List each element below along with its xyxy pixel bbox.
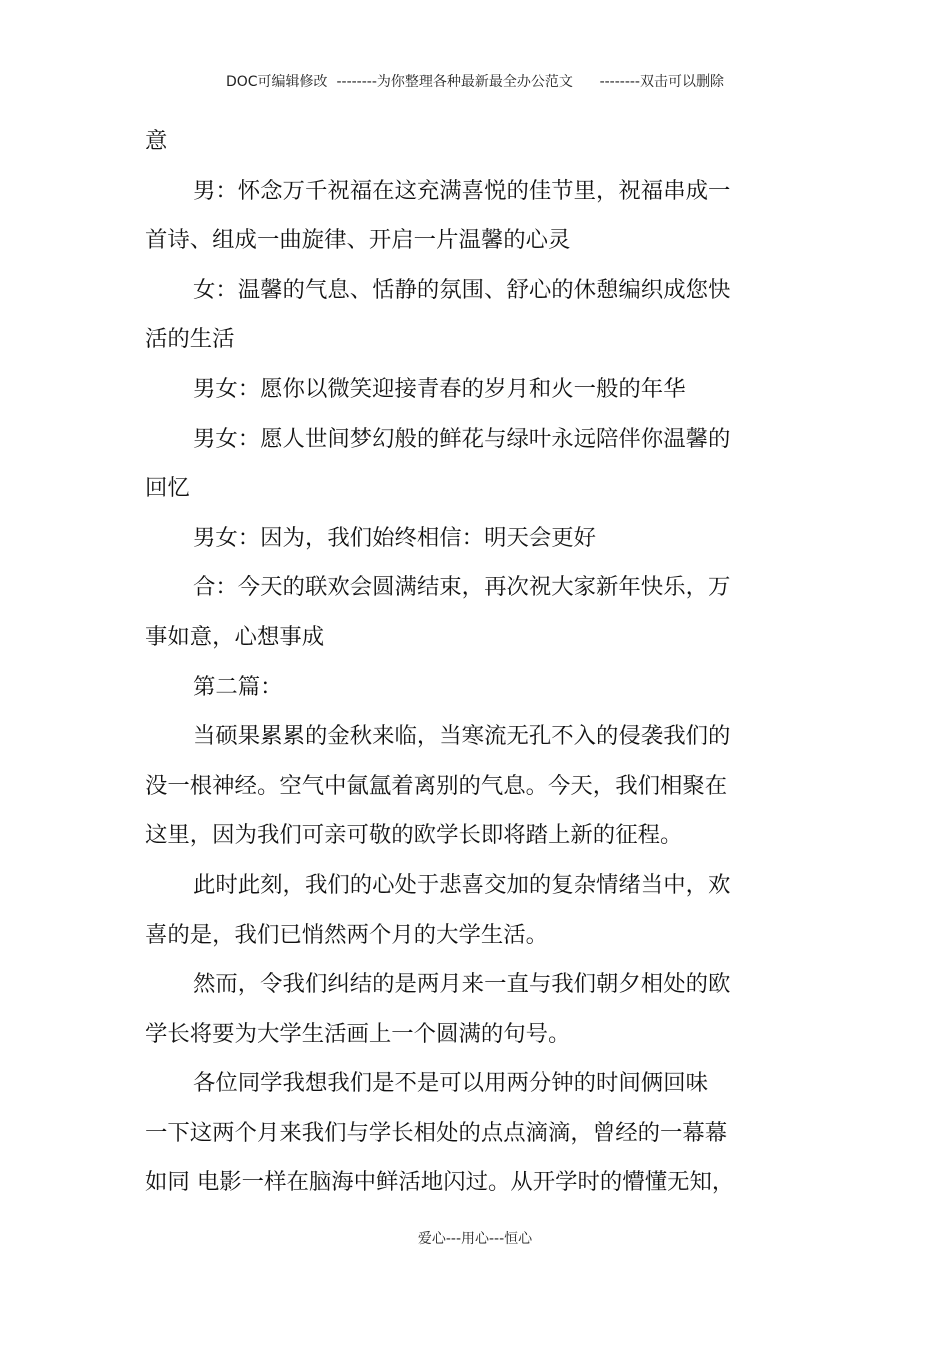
text-line: 首诗、组成一曲旋律、开启一片温馨的心灵 [145,227,571,254]
section-heading: 第二篇： [193,673,283,700]
text-line: 合：今天的联欢会圆满结束，再次祝大家新年快乐，万 [193,574,731,601]
text-line: 然而，令我们纠结的是两月来一直与我们朝夕相处的欧 [193,971,731,998]
document-body [145,117,745,1208]
text-line: 男女：因为，我们始终相信：明天会更好 [193,524,597,551]
text-line: 事如意，心想事成 [145,623,325,650]
text-line: 如同 电影一样在脑海中鲜活地闪过。从开学时的懵懂无知， [145,1169,735,1196]
text-line: 喜的是，我们已悄然两个月的大学生活。 [145,921,549,948]
text-line: 回忆 [145,475,190,502]
page-footer: 爱心---用心---恒心 [417,1231,533,1247]
text-line: 男女：愿你以微笑迎接青春的岁月和火一般的年华 [193,375,686,402]
text-line: 各位同学我想我们是不是可以用两分钟的时间俩回味 [193,1070,708,1097]
text-line: 当硕果累累的金秋来临，当寒流无孔不入的侵袭我们的 [193,723,731,750]
text-line: 一下这两个月来我们与学长相处的点点滴滴，曾经的一幕幕 [145,1119,728,1146]
text-line: 女：温馨的气息、恬静的氛围、舒心的休憩编织成您快 [193,276,731,303]
text-line: 男：怀念万千祝福在这充满喜悦的佳节里，祝福串成一 [193,177,731,204]
text-line: 没一根神经。空气中氤氲着离别的气息。今天，我们相聚在 [145,772,728,799]
text-line: 学长将要为大学生活画上一个圆满的句号。 [145,1020,571,1047]
page-header: DOC可编辑修改 --------为你整理各种最新最全办公范文 --------双击可以删除 [225,74,724,90]
text-line: 活的生活 [145,326,235,353]
text-line: 意 [145,128,168,154]
text-line: 此时此刻，我们的心处于悲喜交加的复杂情绪当中，欢 [193,871,731,898]
text-line: 这里，因为我们可亲可敬的欧学长即将踏上新的征程。 [145,822,683,849]
text-line: 男女：愿人世间梦幻般的鲜花与绿叶永远陪伴你温馨的 [193,425,731,452]
